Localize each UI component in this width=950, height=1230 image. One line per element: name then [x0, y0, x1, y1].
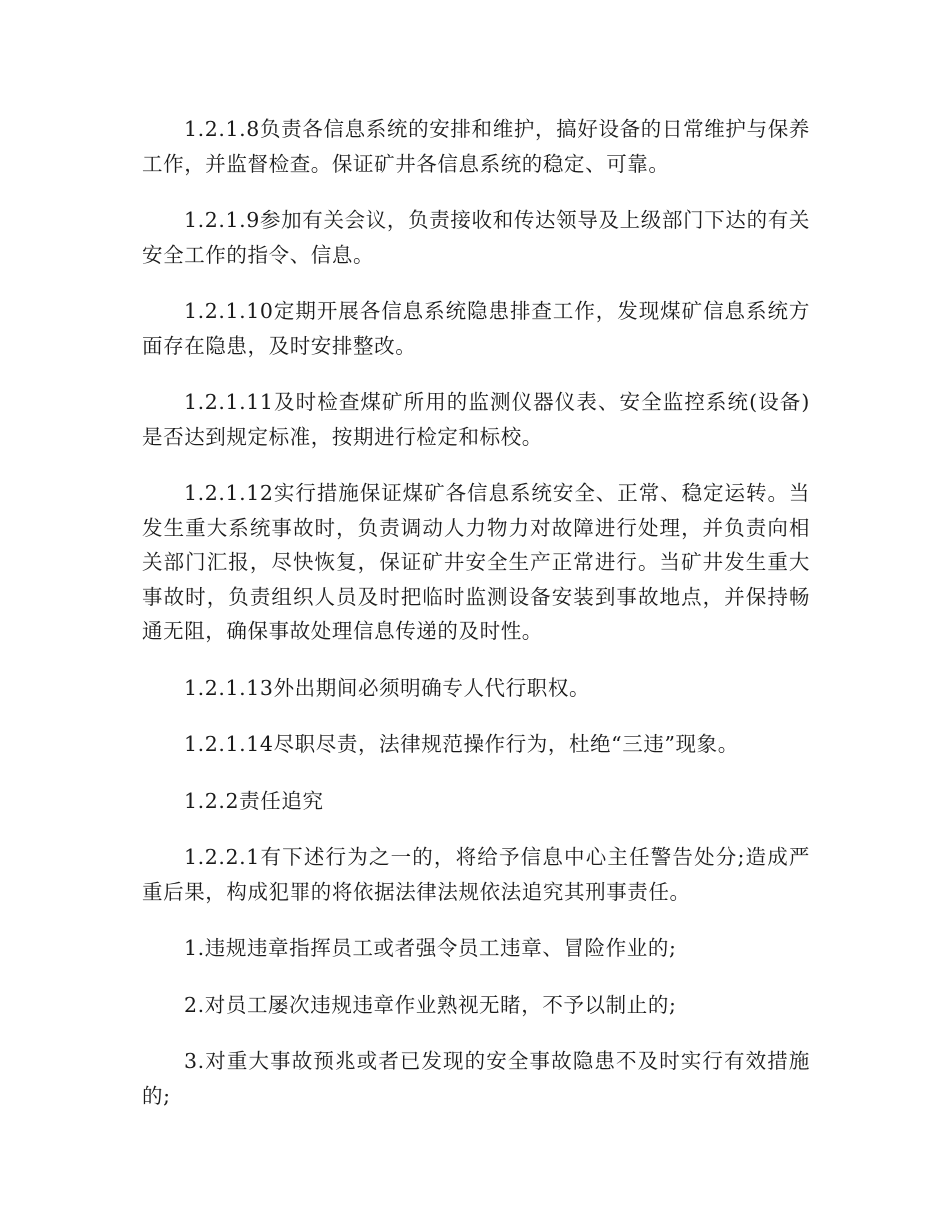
paragraph-1-2-1-14: 1.2.1.14尽职尽责，法律规范操作行为，杜绝“三违”现象。 [184, 732, 739, 756]
paragraph-1-2-1-12: 1.2.1.12实行措施保证煤矿各信息系统安全、正常、稳定运转。当发生重大系统事故时，负责调动人力物力对故障进行处理，并负责向相关部门汇报，尽快恢复，保证矿井安全生产正常进行。当矿井发生重大事故时，负责组织人员及时把临时监测设备安装到事故地点，并保持畅通无阻，确保事故处理信息传递的及时性。 [142, 481, 810, 643]
list-item-2: 2.对员工屡次违规违章作业熟视无睹，不予以制止的; [184, 992, 677, 1017]
paragraph-1-2-1-8: 1.2.1.8负责各信息系统的安排和维护，搞好设备的日常维护与保养工作，并监督检查。保证矿井各信息系统的稳定、可靠。 [142, 117, 810, 176]
paragraph-1-2-1-11: 1.2.1.11及时检查煤矿所用的监测仪器仪表、安全监控系统(设备)是否达到规定标准，按期进行检定和标校。 [142, 390, 810, 449]
paragraph-1-2-1-10: 1.2.1.10定期开展各信息系统隐患排查工作，发现煤矿信息系统方面存在隐患，及时安排整改。 [142, 299, 810, 358]
list-item-1: 1.违规违章指挥员工或者强令员工违章、冒险作业的; [184, 936, 677, 960]
paragraph-1-2-1-9: 1.2.1.9参加有关会议，负责接收和传达领导及上级部门下达的有关安全工作的指令、信息。 [142, 208, 810, 267]
paragraph-1-2-1-13: 1.2.1.13外出期间必须明确专人代行职权。 [184, 675, 591, 700]
paragraph-1-2-2-1: 1.2.2.1有下述行为之一的，将给予信息中心主任警告处分;造成严重后果，构成犯罪的将依据法律法规依法追究其刑事责任。 [142, 845, 810, 904]
document-body [142, 112, 810, 1135]
list-item-3: 3.对重大事故预兆或者已发现的安全事故隐患不及时实行有效措施的; [142, 1049, 810, 1108]
section-heading-1-2-2: 1.2.2责任追究 [184, 788, 324, 813]
